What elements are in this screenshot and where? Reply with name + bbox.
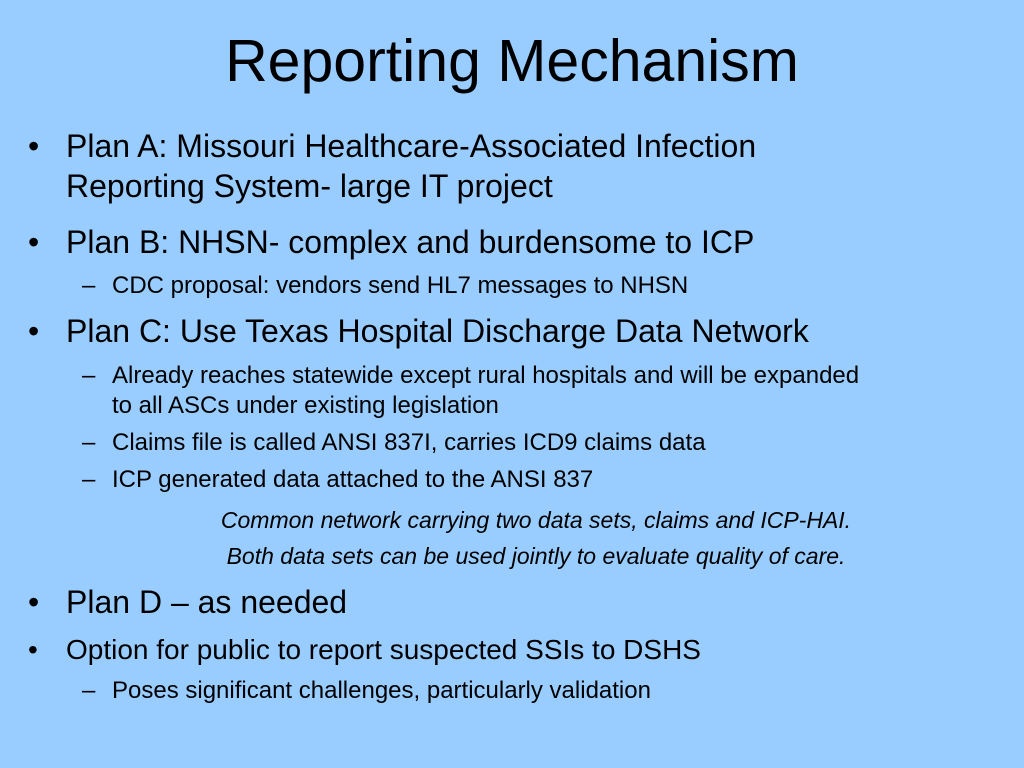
bullet-text-line: Plan C: Use Texas Hospital Discharge Data Network bbox=[66, 313, 809, 349]
dash-icon: – bbox=[82, 272, 96, 299]
subbullet-statewide bbox=[82, 361, 860, 421]
subbullet-claims-file bbox=[82, 428, 706, 458]
subbullet-challenges bbox=[82, 676, 651, 706]
bullet-plan-c bbox=[28, 311, 809, 351]
bullet-icon: • bbox=[28, 128, 40, 164]
subbullet-text-line: ICP generated data attached to the ANSI 837 bbox=[112, 466, 594, 493]
dash-icon: – bbox=[82, 677, 96, 704]
subbullet-text-line: to all ASCs under existing legislation bbox=[112, 392, 499, 419]
bullet-plan-d bbox=[28, 582, 348, 622]
bullet-text-line: Option for public to report suspected SSIs to DSHS bbox=[66, 634, 701, 665]
italic-note-jointly: Both data sets can be used jointly to evaluate quality of care. bbox=[226, 543, 846, 569]
subbullet-text-line: Claims file is called ANSI 837I, carries ICD9 claims data bbox=[112, 429, 706, 456]
bullet-plan-b bbox=[28, 222, 755, 262]
subbullet-text-line: CDC proposal: vendors send HL7 messages to NHSN bbox=[112, 272, 689, 299]
dash-icon: – bbox=[82, 466, 96, 493]
bullet-text-line: Plan A: Missouri Healthcare-Associated Infection bbox=[66, 128, 757, 164]
bullet-text-line: Plan D – as needed bbox=[66, 584, 348, 620]
subbullet-text-line: Poses significant challenges, particularly validation bbox=[112, 677, 651, 704]
bullet-icon: • bbox=[28, 584, 40, 620]
subbullet-icp-data bbox=[82, 465, 594, 495]
slide-title: Reporting Mechanism bbox=[225, 28, 799, 94]
bullet-icon: • bbox=[28, 634, 38, 665]
bullet-public-option bbox=[28, 633, 701, 667]
italic-note-common-network: Common network carrying two data sets, claims and ICP-HAI. bbox=[220, 507, 852, 533]
subbullet-text-line: Already reaches statewide except rural hospitals and will be expanded bbox=[112, 362, 860, 389]
bullet-plan-a bbox=[28, 126, 757, 206]
dash-icon: – bbox=[82, 362, 96, 389]
dash-icon: – bbox=[82, 429, 96, 456]
bullet-icon: • bbox=[28, 224, 40, 260]
bullet-text-line: Plan B: NHSN- complex and burdensome to ICP bbox=[66, 224, 755, 260]
bullet-text-line: Reporting System- large IT project bbox=[66, 168, 553, 204]
subbullet-cdc-proposal bbox=[82, 271, 689, 301]
bullet-icon: • bbox=[28, 313, 40, 349]
